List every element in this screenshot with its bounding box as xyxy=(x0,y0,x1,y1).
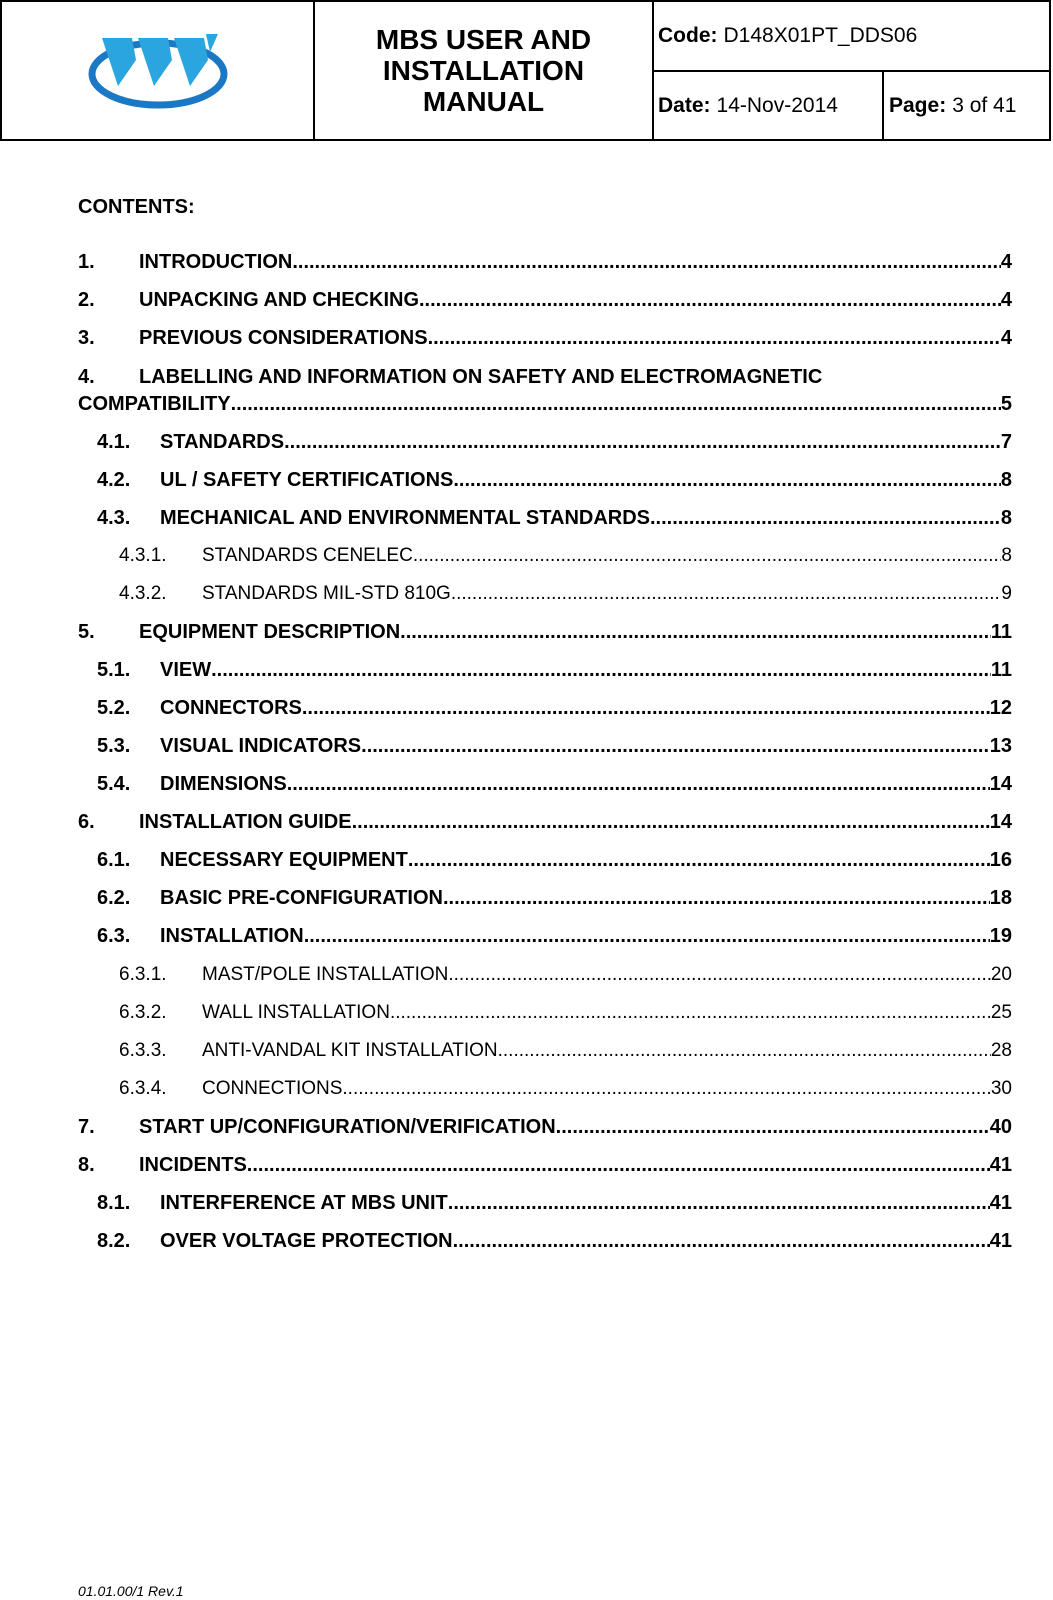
toc-entry[interactable] xyxy=(78,769,1012,799)
contents-heading: CONTENTS: xyxy=(78,196,195,218)
toc-label: INTERFERENCE AT MBS UNIT xyxy=(160,1192,448,1214)
toc-label: CONNECTORS xyxy=(160,697,302,719)
toc-entry[interactable] xyxy=(78,1150,1012,1180)
toc-label: VIEW xyxy=(160,659,212,681)
toc-entry[interactable] xyxy=(78,807,1012,837)
toc-page: 41 xyxy=(989,1230,1012,1252)
toc-label: WALL INSTALLATION xyxy=(202,1002,390,1023)
toc-page: 14 xyxy=(989,773,1012,795)
toc-entry[interactable] xyxy=(78,1036,1012,1066)
toc-number: 6.3. xyxy=(97,925,131,947)
toc-entry[interactable] xyxy=(78,427,1012,457)
toc-page: 14 xyxy=(989,811,1012,833)
toc-entry[interactable] xyxy=(78,247,1012,277)
toc-number: 6.3.3. xyxy=(119,1040,167,1061)
toc-page: 40 xyxy=(989,1116,1012,1138)
toc-label: DIMENSIONS xyxy=(160,773,287,795)
toc-label: INSTALLATION GUIDE xyxy=(139,811,352,833)
toc-label: STANDARDS CENELEC xyxy=(202,545,413,566)
toc-page: 11 xyxy=(990,621,1012,643)
toc-entry-continuation[interactable] xyxy=(78,389,1012,419)
toc-entry[interactable] xyxy=(78,541,1012,571)
toc-number: 7. xyxy=(78,1116,95,1138)
toc-number: 6.1. xyxy=(97,849,131,871)
code-cell xyxy=(654,2,1051,72)
page-value: 3 of 41 xyxy=(952,93,1017,117)
document-header xyxy=(0,0,1051,141)
toc-number: 4.1. xyxy=(97,431,131,453)
code-value: D148X01PT_DDS06 xyxy=(723,24,918,47)
toc-page: 5 xyxy=(1000,393,1012,415)
toc-label: EQUIPMENT DESCRIPTION xyxy=(139,621,401,643)
toc-page: 18 xyxy=(989,887,1012,909)
toc-entry[interactable] xyxy=(78,998,1012,1028)
toc-number: 4.2. xyxy=(97,469,131,491)
toc-page: 41 xyxy=(989,1154,1012,1176)
page-cell xyxy=(884,72,1051,139)
toc-number: 1. xyxy=(78,251,95,273)
toc-number: 6. xyxy=(78,811,95,833)
toc-number: 6.3.2. xyxy=(119,1002,167,1023)
toc-label: CONNECTIONS xyxy=(202,1078,343,1099)
toc-entry[interactable] xyxy=(78,960,1012,990)
toc-number: 4. xyxy=(78,366,95,388)
toc-number: 2. xyxy=(78,289,95,311)
toc-label: INSTALLATION xyxy=(160,925,304,947)
page-label: Page: xyxy=(889,93,947,117)
toc-page: 8 xyxy=(1000,507,1012,529)
code-label: Code: xyxy=(658,24,718,47)
toc-page: 7 xyxy=(1000,431,1012,453)
toc-label: INTRODUCTION xyxy=(139,251,293,273)
toc-page: 12 xyxy=(989,697,1012,719)
toc-entry[interactable] xyxy=(78,921,1012,951)
toc-number: 6.3.1. xyxy=(119,964,167,985)
toc-entry[interactable] xyxy=(78,1074,1012,1104)
toc-page: 9 xyxy=(1001,583,1012,604)
toc-label: MECHANICAL AND ENVIRONMENTAL STANDARDS xyxy=(160,507,650,529)
toc-entry[interactable] xyxy=(78,323,1012,353)
toc-page: 13 xyxy=(989,735,1012,757)
toc-number: 5.2. xyxy=(97,697,131,719)
toc-label: UL / SAFETY CERTIFICATIONS xyxy=(160,469,454,491)
footer-revision: 01.01.00/1 Rev.1 xyxy=(78,1583,184,1599)
toc-number: 4.3.2. xyxy=(119,583,167,604)
toc-page: 4 xyxy=(1000,327,1012,349)
toc-number: 4.3.1. xyxy=(119,545,167,566)
toc-page: 41 xyxy=(989,1192,1012,1214)
toc-label: UNPACKING AND CHECKING xyxy=(139,289,419,311)
toc-entry[interactable] xyxy=(78,845,1012,875)
toc-page: 28 xyxy=(990,1040,1012,1061)
document-title: MBS USER AND INSTALLATION MANUAL xyxy=(375,24,592,117)
toc-number: 4.3. xyxy=(97,507,131,529)
toc-label: OVER VOLTAGE PROTECTION xyxy=(160,1230,453,1252)
toc-entry[interactable] xyxy=(78,617,1012,647)
toc-entry[interactable] xyxy=(78,1188,1012,1218)
date-label: Date: xyxy=(658,93,711,117)
toc-page: 11 xyxy=(990,659,1012,681)
toc-number: 5.4. xyxy=(97,773,131,795)
toc-number: 5. xyxy=(78,621,95,643)
toc-number: 6.2. xyxy=(97,887,131,909)
toc-page: 20 xyxy=(990,964,1012,985)
toc-page: 30 xyxy=(990,1078,1012,1099)
logo-cell xyxy=(2,2,315,139)
toc-label: STANDARDS xyxy=(160,431,285,453)
toc-label: STANDARDS MIL-STD 810G xyxy=(202,583,451,604)
toc-label: ANTI-VANDAL KIT INSTALLATION xyxy=(202,1040,498,1061)
toc-label: MAST/POLE INSTALLATION xyxy=(202,964,449,985)
toc-number: 3. xyxy=(78,327,95,349)
toc-number: 8. xyxy=(78,1154,95,1176)
toc-entry[interactable] xyxy=(78,579,1012,609)
toc-entry[interactable] xyxy=(78,731,1012,761)
date-value: 14-Nov-2014 xyxy=(716,93,838,117)
toc-entry[interactable] xyxy=(78,465,1012,495)
toc-page: 4 xyxy=(1000,251,1012,273)
toc-number: 8.2. xyxy=(97,1230,131,1252)
toc-number: 5.3. xyxy=(97,735,131,757)
toc-page: 4 xyxy=(1000,289,1012,311)
document-title-cell xyxy=(315,2,654,139)
toc-entry[interactable] xyxy=(78,655,1012,685)
toc-number: 8.1. xyxy=(97,1192,131,1214)
toc-label: VISUAL INDICATORS xyxy=(160,735,362,757)
toc-page: 19 xyxy=(989,925,1012,947)
toc-label: BASIC PRE-CONFIGURATION xyxy=(160,887,443,909)
toc-label: COMPATIBILITY xyxy=(78,393,231,415)
toc-entry[interactable] xyxy=(78,285,1012,315)
toc-entry[interactable] xyxy=(78,1112,1012,1142)
toc-entry[interactable] xyxy=(78,693,1012,723)
toc-page: 16 xyxy=(989,849,1012,871)
company-logo-icon xyxy=(88,30,230,110)
toc-page: 8 xyxy=(1001,545,1012,566)
toc-label: LABELLING AND INFORMATION ON SAFETY AND ELECTROMAGNETIC xyxy=(139,366,823,388)
toc-page: 8 xyxy=(1000,469,1012,491)
toc-number: 5.1. xyxy=(97,659,131,681)
toc-label: START UP/CONFIGURATION/VERIFICATION xyxy=(139,1116,556,1138)
toc-label: INCIDENTS xyxy=(139,1154,247,1176)
toc-label: PREVIOUS CONSIDERATIONS xyxy=(139,327,428,349)
toc-entry[interactable] xyxy=(78,883,1012,913)
toc-number: 6.3.4. xyxy=(119,1078,167,1099)
date-cell xyxy=(654,72,884,139)
toc-page: 25 xyxy=(990,1002,1012,1023)
toc-label: NECESSARY EQUIPMENT xyxy=(160,849,408,871)
toc-entry[interactable] xyxy=(78,503,1012,533)
toc-entry[interactable] xyxy=(78,1226,1012,1256)
toc-entry[interactable] xyxy=(78,362,1012,392)
